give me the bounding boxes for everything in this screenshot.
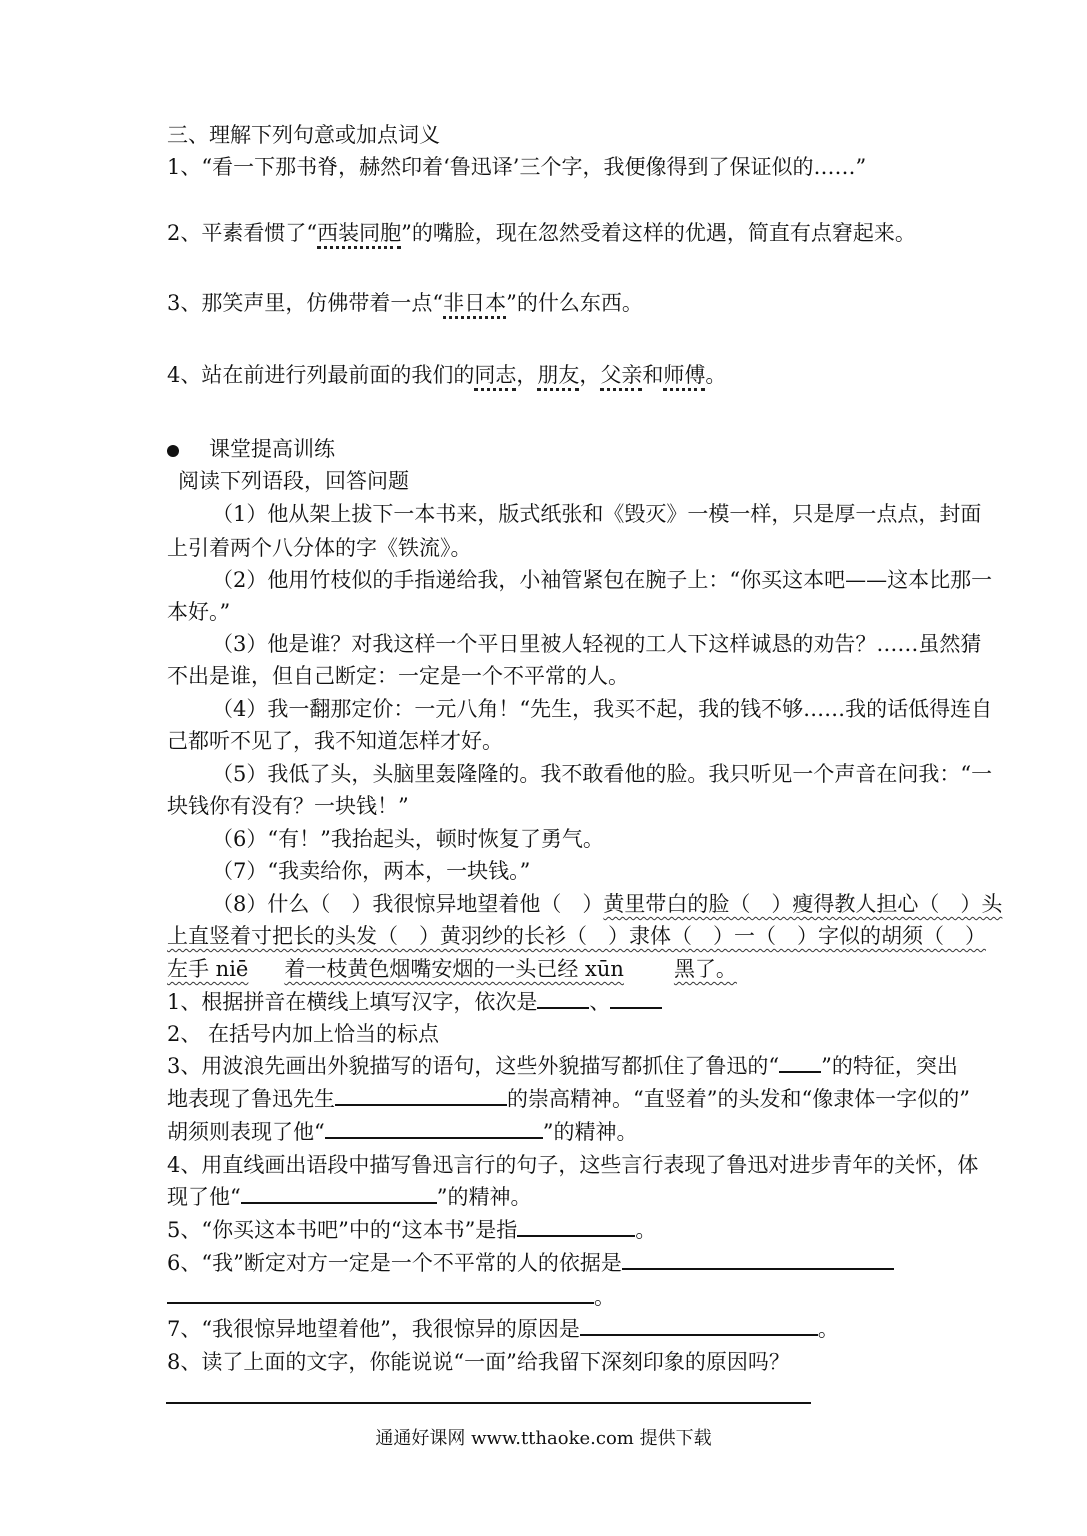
task-3-a: 3、用波浪先画出外貌描写的语句，这些外貌描写都抓住了鲁迅的“	[167, 1054, 780, 1078]
answer-blank[interactable]	[610, 987, 662, 1009]
task-6-line-2	[167, 1282, 615, 1312]
answer-blank[interactable]	[622, 1248, 894, 1270]
task-3-line-1	[167, 1051, 958, 1081]
task-5-text: 5、“你买这本书吧”中的“这本书”是指	[167, 1218, 518, 1242]
q4-g: 和	[642, 363, 664, 387]
section-heading: 三、理解下列句意或加点词义	[167, 123, 440, 147]
para-8-line-1	[212, 889, 1002, 919]
task-3-e: 胡须则表现了他“	[167, 1120, 325, 1144]
task-4-line-2	[167, 1182, 532, 1212]
q2-dotted-word: 西装同胞	[317, 221, 401, 249]
para-5-line-1: （5）我低了头，头脑里轰隆隆的。我不敢看他的脸。我只听见一个声音在问我：“一	[212, 762, 993, 786]
answer-blank[interactable]	[517, 1215, 635, 1237]
task-3-f: ”的精神。	[542, 1120, 638, 1144]
task-6-text: 6、“我”断定对方一定是一个不平常的人的依据是	[167, 1251, 622, 1275]
answer-blank[interactable]	[167, 1282, 594, 1304]
q4-i: 。	[705, 363, 727, 387]
para-3-line-1: （3）他是谁？对我这样一个平日里被人轻视的工人下这样诚恳的劝告？……虽然猜	[212, 632, 982, 656]
q4-dotted-4: 师傅	[663, 363, 705, 391]
q4-c: ，	[516, 363, 538, 387]
para-2-line-2: 本好。”	[167, 600, 231, 624]
answer-blank[interactable]	[537, 987, 589, 1009]
para-8-wavy-2: 上直竖着寸把长的头发（ ）黄羽纱的长衫（ ）隶体（ ）一（ ）字似的胡须（ ）	[167, 924, 986, 948]
task-1	[167, 987, 662, 1017]
task-1-sep: 、	[589, 990, 611, 1014]
q2-c: ”的嘴脸，现在忽然受着这样的优遇，简直有点窘起来。	[401, 221, 916, 245]
para-1-line-1: （1）他从架上拔下一本书来，版式纸张和《毁灭》一模一样，只是厚一点点，封面	[212, 502, 982, 526]
q2-a: 2、平素看惯了“	[167, 221, 318, 245]
para-8-wavy-3b: 着一枝黄色烟嘴安烟的一头已经 xūn	[284, 957, 624, 981]
question-1: 1、“看一下那书脊，赫然印着‘鲁迅译’三个字，我便像得到了保证似的……”	[167, 155, 867, 179]
answer-blank[interactable]	[335, 1084, 507, 1106]
reading-intro: 阅读下列语段，回答问题	[178, 469, 409, 493]
task-4-line-1: 4、用直线画出语段中描写鲁迅言行的句子，这些言行表现了鲁迅对进步青年的关怀，体	[167, 1153, 979, 1177]
question-3	[167, 288, 643, 318]
para-8-wavy-3c: 黑了。	[673, 957, 737, 981]
task-3-line-2	[167, 1084, 970, 1114]
task-3-b: ”的特征，突出	[821, 1054, 958, 1078]
para-5-line-2: 块钱你有没有？一块钱！”	[167, 794, 409, 818]
task-7-end: 。	[817, 1317, 839, 1341]
question-4	[167, 360, 726, 390]
answer-blank[interactable]	[580, 1314, 818, 1336]
q4-dotted-1: 同志	[474, 363, 516, 391]
q4-e: ，	[579, 363, 601, 387]
training-heading	[167, 434, 335, 464]
para-2-line-1: （2）他用竹枝似的手指递给我，小袖管紧包在腕子上：“你买这本吧——这本比那一	[212, 568, 993, 592]
para-4-line-2: 己都听不见了，我不知道怎样才好。	[167, 729, 503, 753]
task-1-text: 1、根据拼音在横线上填写汉字，依次是	[167, 990, 538, 1014]
para-8-wavy-3a: 左手 niē	[167, 957, 249, 981]
para-4-line-1: （4）我一翻那定价：一元八角！“先生，我买不起，我的钱不够……我的话低得连自	[212, 697, 993, 721]
answer-line[interactable]	[166, 1402, 811, 1404]
para-7: （7）“我卖给你，两本，一块钱。”	[212, 859, 531, 883]
para-8-line-3	[167, 954, 737, 984]
training-heading-text: 课堂提高训练	[209, 437, 335, 461]
para-8-line-2	[167, 921, 986, 951]
question-2	[167, 218, 916, 248]
task-7-text: 7、“我很惊异地望着他”，我很惊异的原因是	[167, 1317, 580, 1341]
q4-a: 4、站在前进行列最前面的我们的	[167, 363, 475, 387]
para-6: （6）“有！”我抬起头，顿时恢复了勇气。	[212, 827, 604, 851]
task-3-c: 地表现了鲁迅先生	[167, 1087, 335, 1111]
footer-credit: 通通好课网 www.tthaoke.com 提供下载	[375, 1428, 712, 1449]
task-7	[167, 1314, 839, 1344]
para-8-plain: （8）什么（ ）我很惊异地望着他（ ）	[212, 892, 604, 916]
q3-a: 3、那笑声里，仿佛带着一点“	[167, 291, 444, 315]
answer-blank[interactable]	[241, 1182, 437, 1204]
q3-c: ”的什么东西。	[506, 291, 643, 315]
task-8: 8、读了上面的文字，你能说说“一面”给我留下深刻印象的原因吗？	[167, 1350, 790, 1374]
task-3-line-3	[167, 1117, 638, 1147]
task-4-b: 现了他“	[167, 1185, 241, 1209]
q3-dotted-word: 非日本	[443, 291, 506, 319]
task-6	[167, 1248, 894, 1278]
q4-dotted-3: 父亲	[600, 363, 642, 391]
answer-blank[interactable]	[779, 1051, 821, 1073]
task-5-end: 。	[635, 1218, 657, 1242]
task-6-end: 。	[594, 1285, 615, 1309]
para-3-line-2: 不出是谁，但自己断定：一定是一个不平常的人。	[167, 664, 629, 688]
para-8-wavy-1: 黄里带白的脸（ ）瘦得教人担心（ ）头	[603, 892, 1003, 916]
para-1-line-2: 上引着两个八分体的字《铁流》。	[167, 536, 472, 560]
q4-dotted-2: 朋友	[537, 363, 579, 391]
task-3-d: 的崇高精神。“直竖着”的头发和“像隶体一字似的”	[507, 1087, 970, 1111]
bullet-icon	[167, 445, 179, 457]
task-4-c: ”的精神。	[436, 1185, 532, 1209]
answer-blank[interactable]	[325, 1117, 543, 1139]
task-5	[167, 1215, 656, 1245]
task-2: 2、 在括号内加上恰当的标点	[167, 1022, 440, 1046]
